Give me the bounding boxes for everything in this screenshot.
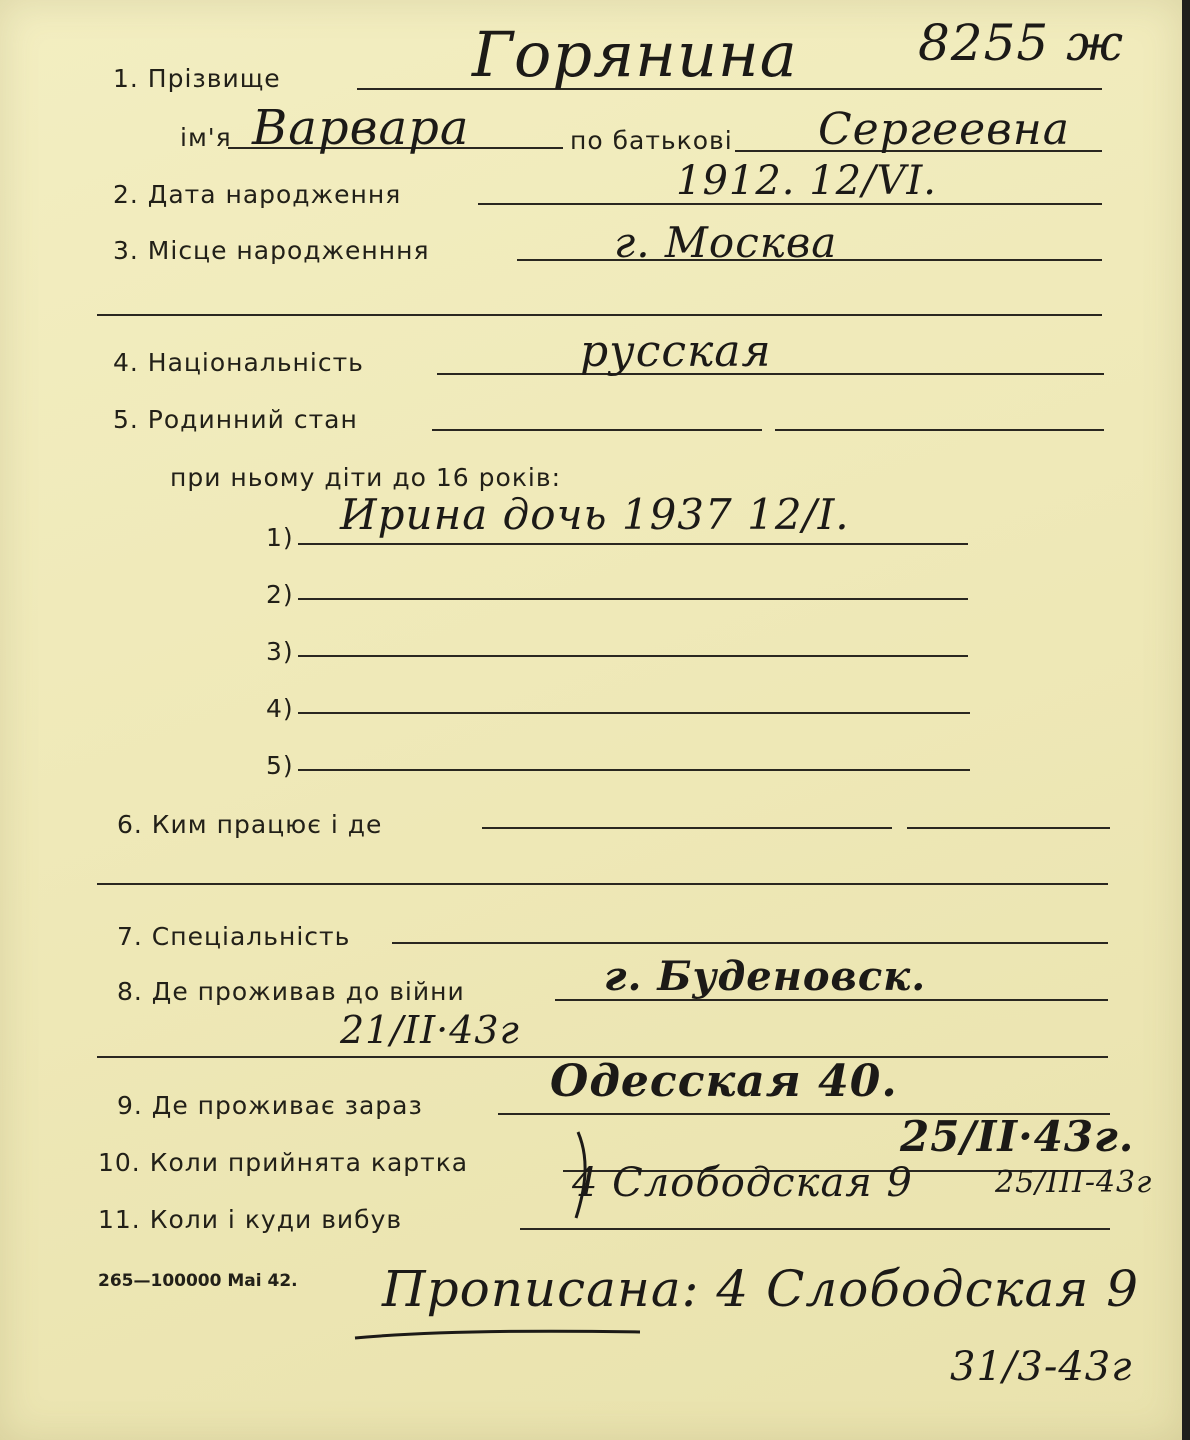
handwritten-surname: Горянина (472, 18, 798, 91)
child-5-number: 5) (266, 751, 294, 780)
registration-underline (355, 1331, 640, 1338)
handwritten-card-date: 25/II·43г. (900, 1112, 1135, 1161)
field-11-moved-label: 11. Коли і куди вибув (98, 1205, 403, 1234)
field-1-patronymic-label: по батькові (570, 126, 733, 155)
handwritten-first-name: Варвара (252, 100, 470, 156)
handwritten-registration: Прописана: 4 Слободская 9 (382, 1260, 1140, 1318)
handwritten-nationality: русская (580, 326, 772, 377)
hand-stroke (576, 1132, 585, 1218)
handwritten-birth-place: г. Москва (614, 218, 838, 267)
field-6-work-label: 6. Ким працює і де (117, 810, 383, 839)
field-2-birthdate-label: 2. Дата народження (113, 180, 402, 209)
field-1-surname-label: 1. Прізвище (113, 64, 281, 93)
field-9-current-label: 9. Де проживає зараз (117, 1091, 423, 1120)
printer-mark: 265—100000 Mai 42. (98, 1271, 298, 1291)
handwritten-card-number: 8255 ж (918, 14, 1124, 72)
handwritten-moved-date: 25/III-43г (995, 1165, 1153, 1200)
scan-edge (1182, 0, 1190, 1440)
field-4-nationality-label: 4. Національність (113, 348, 364, 377)
field-5-family-label: 5. Родинний стан (113, 405, 358, 434)
handwritten-birth-date: 1912. 12/VI. (676, 158, 938, 204)
child-4-number: 4) (266, 694, 294, 723)
field-8-prewar-label: 8. Де проживав до війни (117, 977, 465, 1006)
handwritten-child-1: Ирина дочь 1937 12/I. (340, 490, 850, 539)
field-7-specialty-label: 7. Спеціальність (117, 922, 351, 951)
handwritten-prewar-residence: г. Буденовск. (604, 953, 927, 1000)
handwritten-patronymic: Сергеевна (818, 104, 1071, 155)
children-label: при ньому діти до 16 років: (170, 463, 562, 492)
child-3-number: 3) (266, 637, 294, 666)
handwritten-registration-date: 31/3-43г (950, 1344, 1133, 1390)
field-3-birthplace-label: 3. Місце народженння (113, 236, 430, 265)
field-10-card-label: 10. Коли прийнята картка (98, 1148, 469, 1177)
handwritten-moved-address: 4 Слободская 9 (572, 1160, 913, 1206)
handwritten-current-address: Одесская 40. (550, 1056, 898, 1107)
handwritten-prewar-date: 21/II·43г (340, 1008, 520, 1052)
child-2-number: 2) (266, 580, 294, 609)
child-1-number: 1) (266, 523, 294, 552)
field-1-name-label: ім'я (180, 123, 232, 152)
